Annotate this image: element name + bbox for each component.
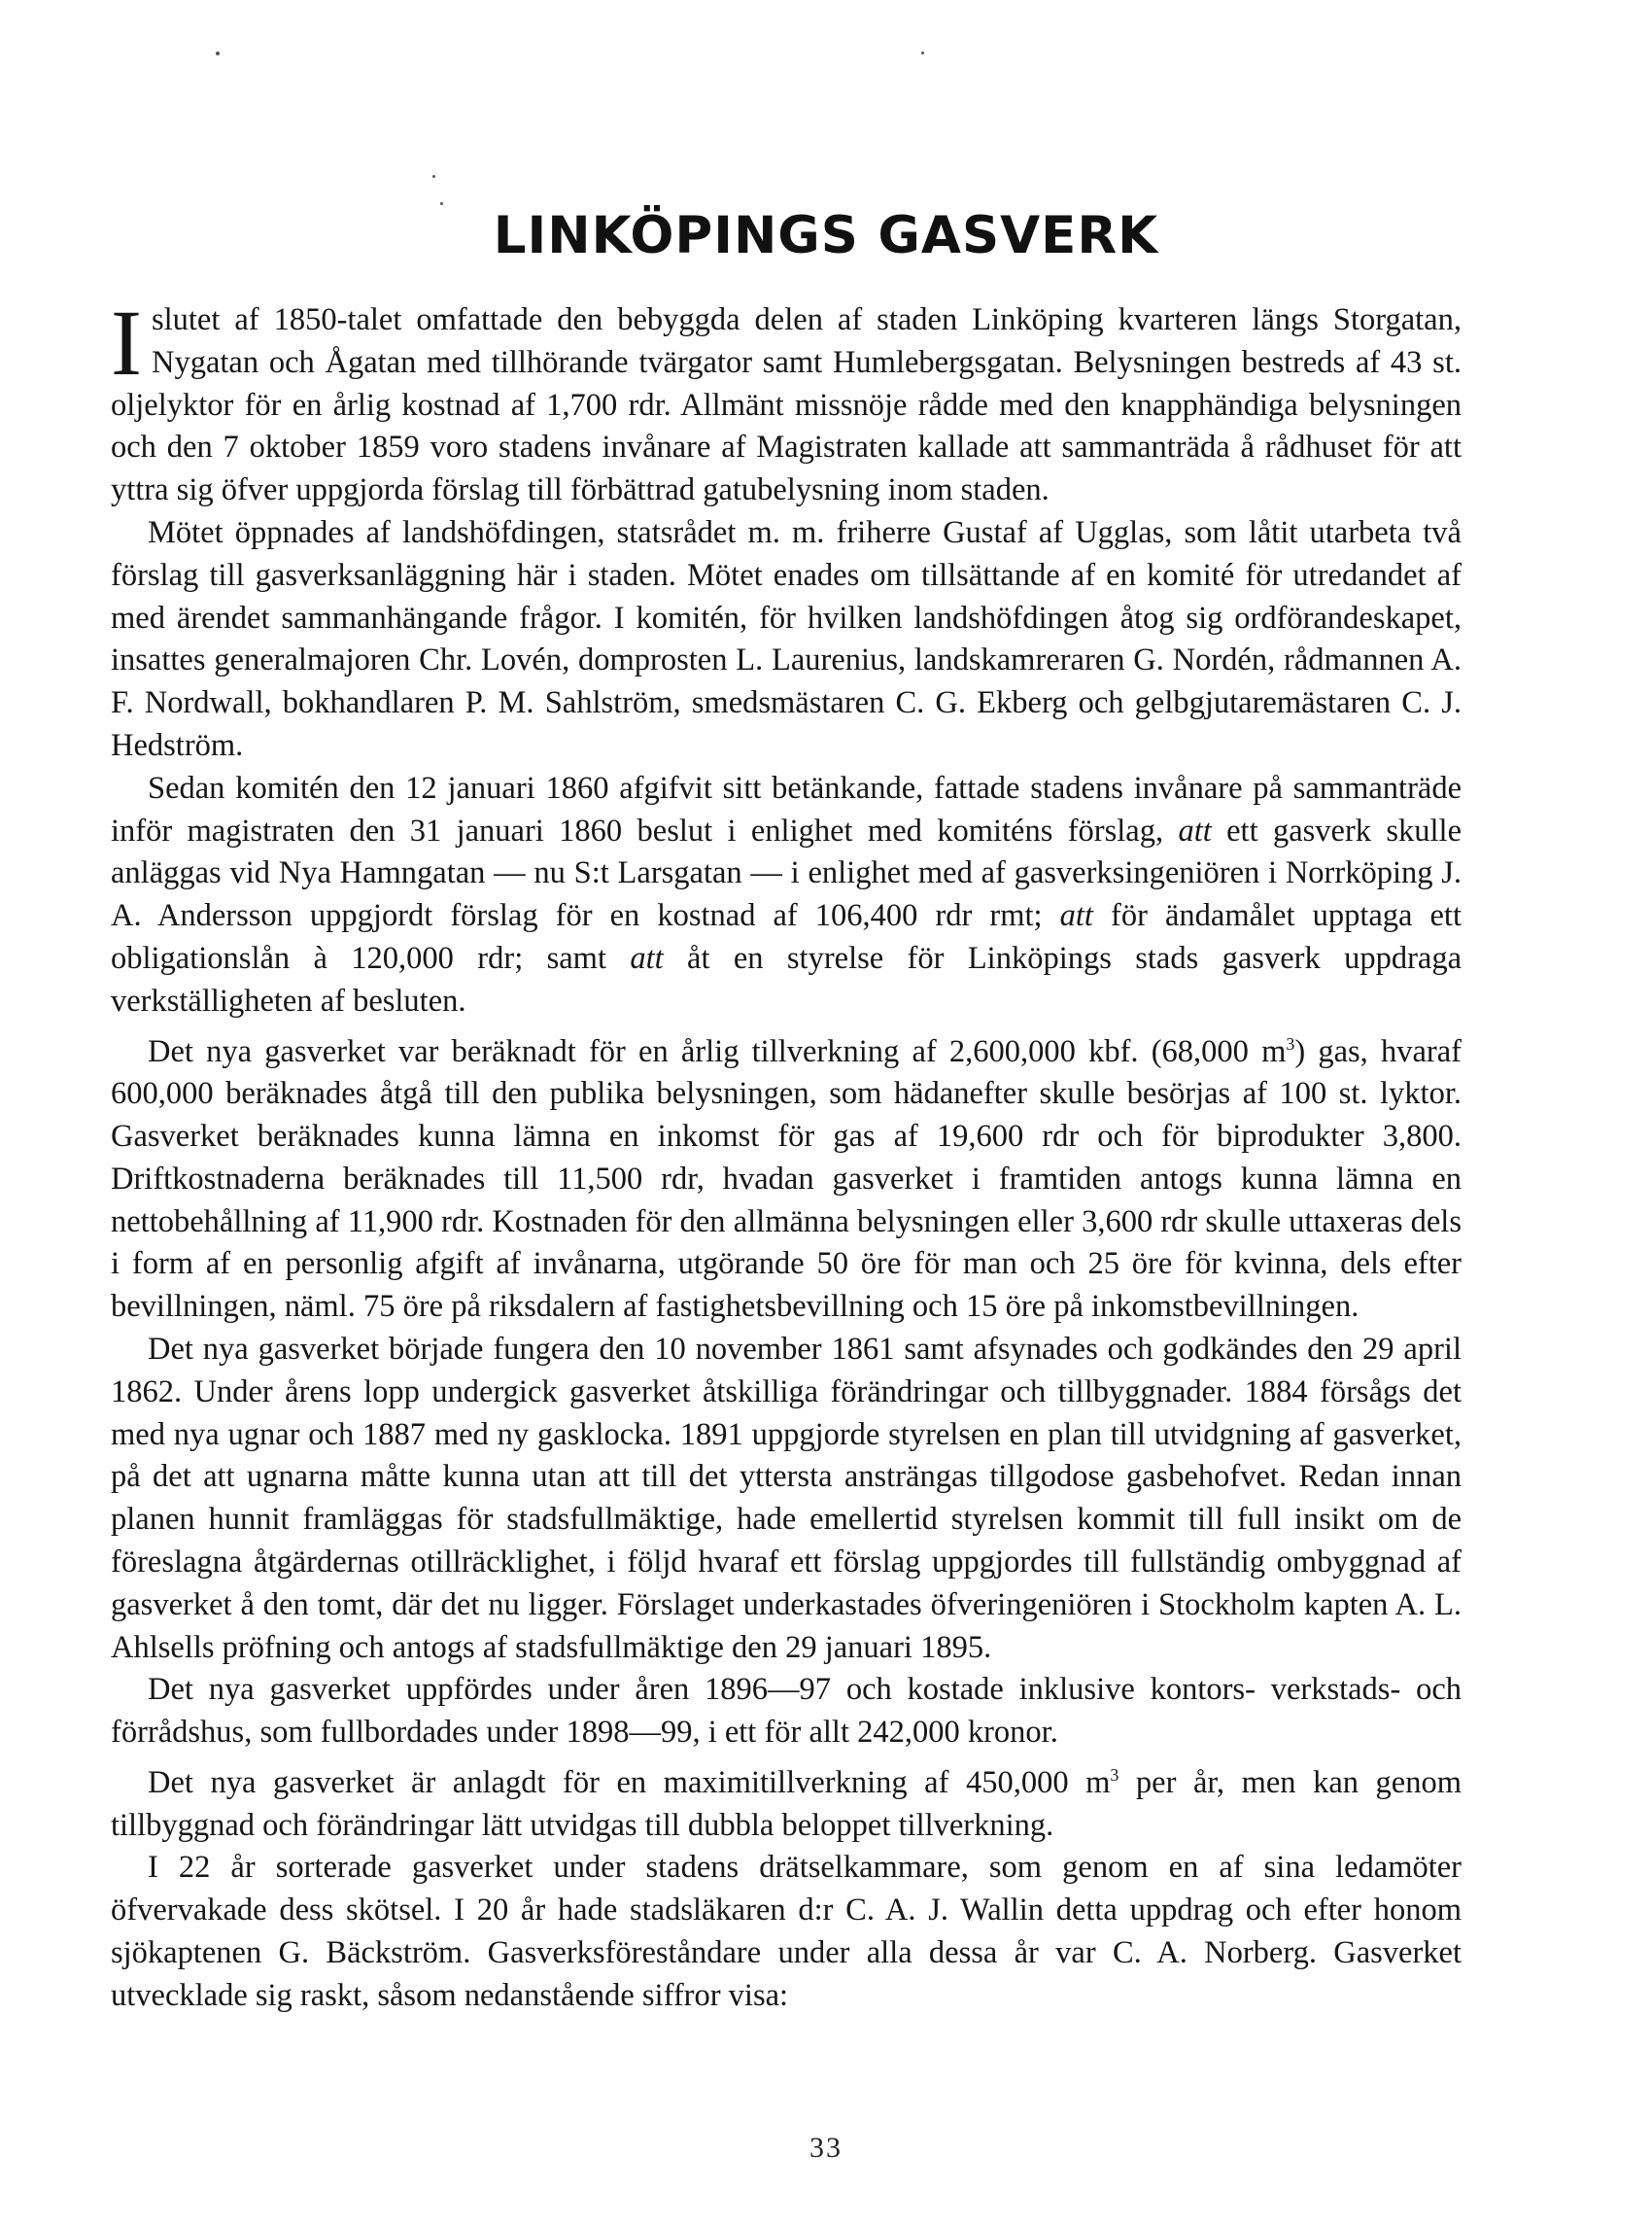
paragraph-text: I 22 år sorterade gasverket under stadens drätselkammare, som genom en af sina ledamöter öfvervakade dess skötsel. I 20 år hade stadsläkaren d:r C. A. J. Wallin detta uppdrag och efter honom sjökaptenen G. Bäckström. Gasverksföreståndare under alla dessa år var C. A. Norberg. Gasverket utvecklade sig raskt, såsom nedanstående siffror visa:	[111, 1850, 1462, 2013]
paragraph	[111, 1847, 1462, 2017]
page-number: 33	[809, 2132, 843, 2164]
superscript: 3	[1286, 1033, 1295, 1054]
paragraph	[111, 1024, 1462, 1329]
italic-text: att	[630, 940, 664, 976]
paragraph	[111, 768, 1462, 1024]
paragraph-text: för ändamålet upptaga ett obligationslån à 120,000 rdr; samt	[111, 898, 1462, 976]
paragraph	[111, 1669, 1462, 1754]
paragraph-text: Det nya gasverket var beräknadt för en årlig tillverkning af 2,600,000 kbf. (68,000 m	[148, 1033, 1287, 1069]
paragraph-text: Sedan komitén den 12 januari 1860 afgifvit sitt betänkande, fattade stadens invånare på sammanträde inför magistraten den 31 januari 1860 beslut i enlighet med komiténs förslag,	[111, 770, 1462, 849]
paragraph-text: slutet af 1850-talet omfattade den bebyggda delen af staden Linköping kvarteren längs Storgatan, Nygatan och Ågatan med tillhörande tvärgator samt Humlebergsgatan. Belysningen bestreds af 43 st. oljelyktor för en årlig kostnad af 1,700 rdr. Allmänt missnöje rådde med den knapphändiga belysningen och den 7 oktober 1859 voro stadens invånare af Magistraten kallade att sammanträda å rådhuset för att yttra sig öfver uppgjorda förslag till förbättrad gatubelysning inom staden.	[111, 302, 1462, 508]
italic-text: att	[1059, 898, 1093, 934]
print-speck	[432, 175, 435, 178]
page-title: LINKÖPINGS GASVERK	[493, 206, 1159, 265]
article-body	[111, 291, 1462, 2018]
paragraph-text: Det nya gasverket är anlagdt för en maximitillverkning af 450,000 m	[148, 1764, 1111, 1800]
paragraph-text: per år, men kan genom tillbyggnad och förändringar lätt utvidgas till dubbla beloppet tillverkning.	[111, 1764, 1462, 1843]
paragraph-text: åt en styrelse för Linköpings stads gasverk uppdraga verkställigheten af besluten.	[111, 940, 1462, 1019]
print-speck	[921, 52, 924, 54]
paragraph	[111, 1754, 1462, 1847]
superscript: 3	[1110, 1764, 1119, 1785]
paragraph-text: ett gasverk skulle anläggas vid Nya Hamngatan — nu S:t Larsgatan — i enlighet med af gasverksingeniören i Norrköping J. A. Andersson uppgjordt förslag för en kostnad af 106,400 rdr rmt;	[111, 813, 1462, 934]
paragraph-text: ) gas, hvaraf 600,000 beräknades åtgå till den publika belysningen, som hädanefter skulle besörjas af 100 st. lyktor. Gasverket beräknades kunna lämna en inkomst för gas af 19,600 rdr och för biprodukter 3,800. Driftkostnaderna beräknades till 11,500 rdr, hvadan gasverket i framtiden antogs kunna lämna en nettobehållning af 11,900 rdr. Kostnaden för den allmänna belysningen eller 3,600 rdr skulle uttaxeras dels i form af en personlig afgift af invånarna, utgörande 50 öre för man och 25 öre för kvinna, dels efter bevillningen, näml. 75 öre på riksdalern af fastighetsbevillning och 15 öre på inkomstbevillningen.	[111, 1033, 1462, 1325]
italic-text: att	[1178, 813, 1212, 849]
paragraph-text: Det nya gasverket började fungera den 10 november 1861 samt afsynades och godkändes den 29 april 1862. Under årens lopp undergick gasverket åtskilliga förändringar och tillbyggnader. 1884 försågs det med nya ugnar och 1887 med ny gasklocka. 1891 uppgjorde styrelsen en plan till utvidgning af gasverket, på det att ugnarna måtte kunna utan att till det yttersta ansträngas tillgodose gasbehofvet. Redan innan planen hunnit framläggas för stadsfullmäktige, hade emellertid styrelsen kommit till full insikt om de föreslagna åtgärdernas otillräcklighet, i följd hvaraf ett förslag uppgjordes till fullständig ombyggnad af gasverket å den tomt, där det nu ligger. Förslaget underkastades öfveringeniören i Stockholm kapten A. L. Ahlsells pröfning och antogs af stadsfullmäktige den 29 januari 1895.	[111, 1331, 1462, 1665]
paragraph	[111, 512, 1462, 768]
paragraph-text: Det nya gasverket uppfördes under åren 1896—97 och kostade inklusive kontors- verkstads- och förrådshus, som fullbordades under 1898—99, i ett för allt 242,000 kronor.	[111, 1672, 1462, 1751]
paragraph	[111, 1329, 1462, 1669]
print-speck	[440, 202, 443, 205]
paragraph-text: Mötet öppnades af landshöfdingen, statsrådet m. m. friherre Gustaf af Ugglas, som låtit utarbeta två förslag till gasverksanläggning här i staden. Mötet enades om tillsättande af en komité för utredandet af med ärendet sammanhängande frågor. I komitén, för hvilken landshöfdingen åtog sig ordförandeskapet, insattes generalmajoren Chr. Lovén, domprosten L. Laurenius, landskamreraren G. Nordén, rådmannen A. F. Nordwall, bokhandlaren P. M. Sahlström, smedsmästaren C. G. Ekberg och gelbgjutaremästaren C. J. Hedström.	[111, 514, 1462, 763]
paragraph	[111, 291, 1462, 512]
drop-cap: I	[111, 291, 142, 395]
print-speck	[216, 52, 220, 55]
